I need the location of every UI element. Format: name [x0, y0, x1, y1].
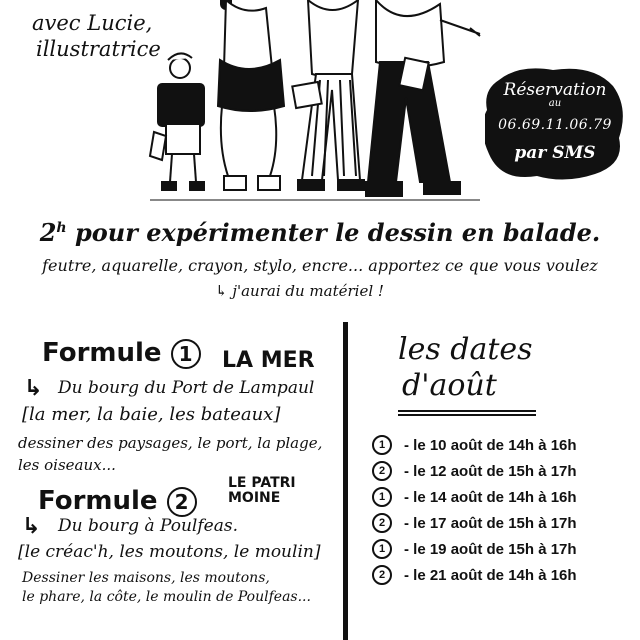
date-item	[366, 432, 577, 458]
formula-number-badge: 2	[372, 565, 392, 585]
formula-1-tags: [la mer, la baie, les bateaux]	[22, 404, 281, 425]
date-text: - le 21 août de 14h à 16h	[404, 566, 577, 584]
date-item	[366, 562, 577, 588]
arrow-icon: ↳	[22, 514, 41, 539]
formula-2-label: Formule	[38, 486, 158, 516]
formula-2-desc-1: Dessiner les maisons, les moutons,	[22, 570, 270, 586]
date-item	[366, 536, 577, 562]
formula-2-location: Du bourg à Poulfeas.	[58, 516, 238, 536]
headline-duration: 2	[39, 218, 57, 247]
formula-2-theme	[228, 476, 296, 506]
formula-2-theme-line-1: LE PATRI	[228, 475, 296, 491]
formula-2-number: 2	[167, 487, 197, 517]
reservation-at: au	[548, 98, 562, 109]
date-text: - le 12 août de 15h à 17h	[404, 462, 577, 480]
formula-number-badge: 1	[372, 487, 392, 507]
headline-text: pour expérimenter le dessin en balade.	[66, 218, 601, 247]
materials-line: feutre, aquarelle, crayon, stylo, encre... apportez ce que vous voulez	[42, 256, 598, 275]
date-text: - le 17 août de 15h à 17h	[404, 514, 577, 532]
arrow-icon: ↳	[24, 376, 43, 401]
host-line-1: avec Lucie,	[32, 11, 153, 35]
formula-number-badge: 1	[372, 539, 392, 559]
reservation-phone: 06.69.11.06.79	[498, 117, 612, 133]
dates-title-line-2: d'août	[402, 368, 497, 403]
date-text: - le 10 août de 14h à 16h	[404, 436, 577, 454]
date-item	[366, 510, 577, 536]
formula-1-desc-1: dessiner des paysages, le port, la plage,	[18, 434, 323, 452]
dates-title	[398, 332, 533, 404]
formula-2-heading	[38, 486, 197, 517]
reservation-text	[485, 80, 625, 163]
formula-2-desc-2: le phare, la côte, le moulin de Poulfeas...	[22, 589, 311, 605]
formula-1-heading	[42, 338, 201, 369]
headline	[0, 218, 640, 247]
dates-list	[366, 432, 577, 588]
formula-1-theme: LA MER	[222, 348, 315, 373]
reservation-by-sms: par SMS	[514, 143, 596, 163]
formula-number-badge: 2	[372, 513, 392, 533]
formula-number-badge: 2	[372, 461, 392, 481]
materials-note: ↳ j'aurai du matériel !	[215, 282, 384, 300]
formula-1-desc-2: les oiseaux...	[18, 456, 116, 474]
formula-1-location: Du bourg du Port de Lampaul	[58, 378, 315, 398]
formula-1-label: Formule	[42, 338, 162, 368]
date-text: - le 14 août de 14h à 16h	[404, 488, 577, 506]
formula-number-badge: 1	[372, 435, 392, 455]
formula-2-theme-line-2: MOINE	[228, 490, 281, 506]
headline-duration-unit: h	[56, 220, 67, 236]
dates-title-line-1: les dates	[398, 332, 533, 367]
host-line-2: illustratrice	[36, 37, 161, 61]
reservation-title: Réservation	[503, 80, 607, 100]
formula-1-number: 1	[171, 339, 201, 369]
walking-people-illustration	[140, 0, 490, 215]
column-divider	[343, 322, 348, 640]
formula-2-tags: [le créac'h, les moutons, le moulin]	[18, 542, 321, 562]
date-item	[366, 484, 577, 510]
dates-underline	[398, 410, 536, 416]
date-item	[366, 458, 577, 484]
date-text: - le 19 août de 15h à 17h	[404, 540, 577, 558]
